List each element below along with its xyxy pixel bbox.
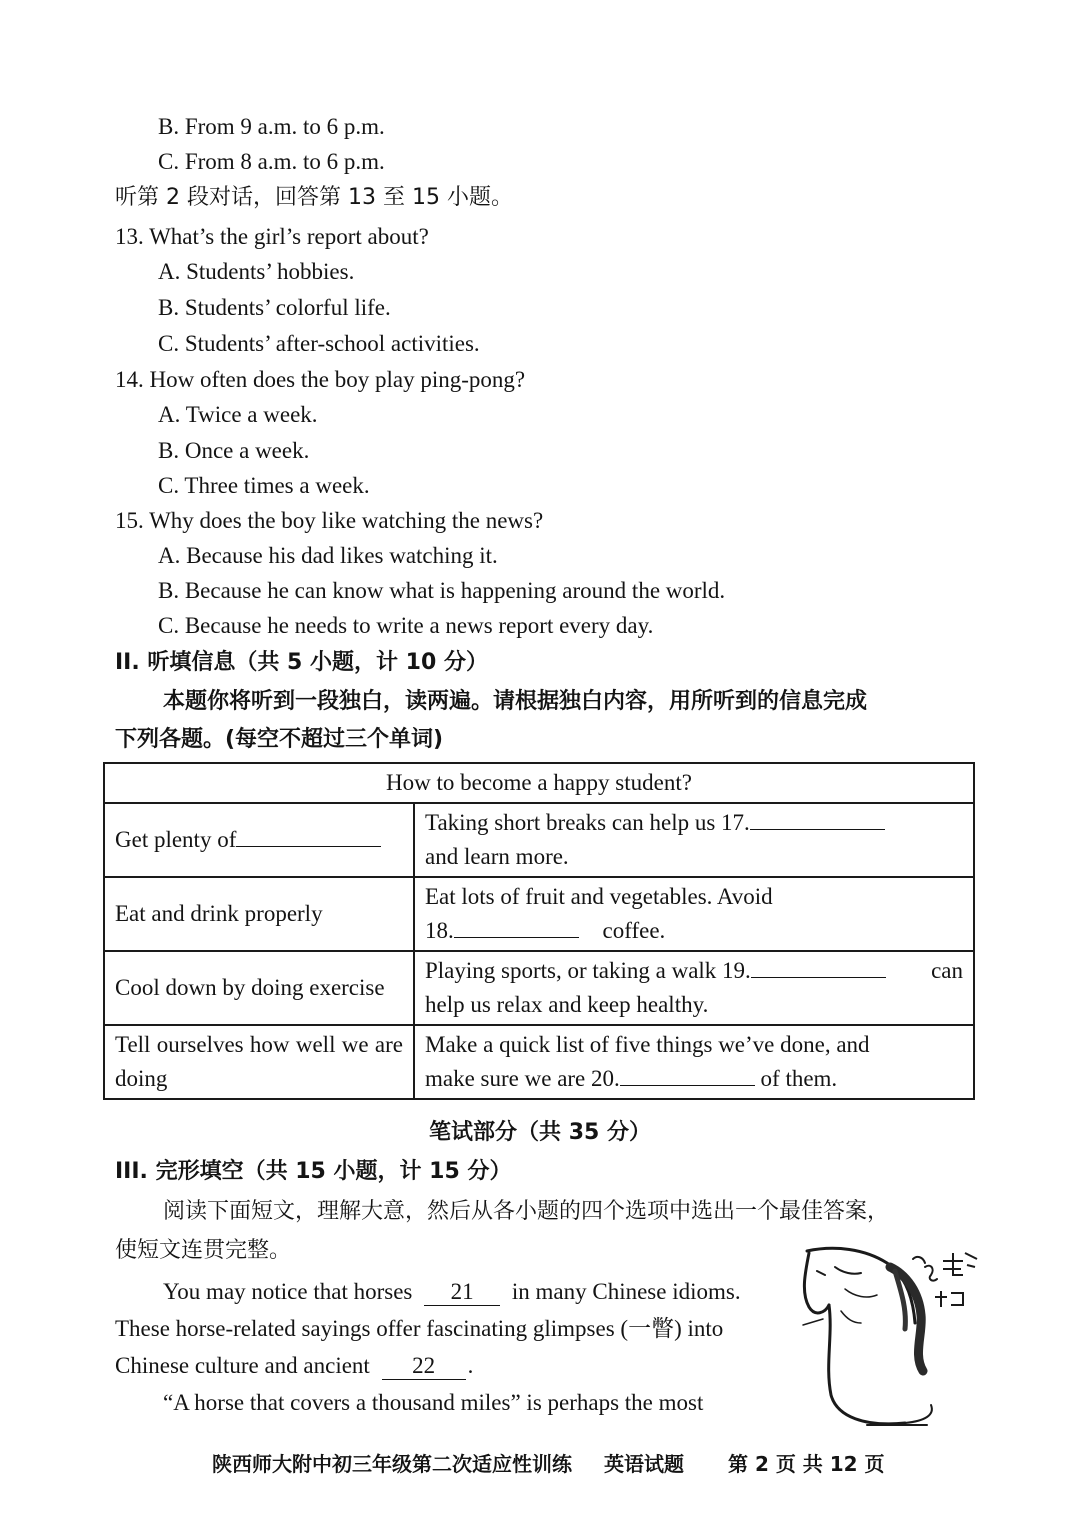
horse-drawing-icon [795,1245,980,1430]
q12-option-c: C. From 8 a.m. to 6 p.m. [158,149,385,174]
section2-heading: II. 听填信息（共 5 小题，计 10 分） [115,650,488,675]
row1-right [414,803,974,877]
answer-blank-19[interactable] [751,955,886,978]
row1-right-text-2: and learn more. [425,844,569,869]
section3-instruction-line1: 阅读下面短文，理解大意，然后从各小题的四个选项中选出一个最佳答案， [163,1199,890,1224]
row3-right-can: can [931,958,963,983]
footer-page-number: 第 2 页 共 12 页 [728,1452,885,1476]
q14-stem: 14. How often does the boy play ping-pong? [115,367,526,392]
q15-stem: 15. Why does the boy like watching the news? [115,508,544,533]
passage-line-4: “A horse that covers a thousand miles” is perhaps the most [163,1390,704,1415]
row4-left: Tell ourselves how well we are doing [104,1025,414,1099]
dialogue2-instruction: 听第 2 段对话，回答第 13 至 15 小题。 [115,185,513,210]
answer-blank-16[interactable] [236,824,381,847]
row4-right-text-2: make sure we are 20. [425,1066,620,1091]
q13-stem: 13. What’s the girl’s report about? [115,224,429,249]
row2-left: Eat and drink properly [104,877,414,951]
q14-option-a: A. Twice a week. [158,402,318,427]
row4-right-text: Make a quick list of five things we’ve done, and [425,1032,870,1057]
footer-school: 陕西师大附中初三年级第二次适应性训练 [212,1452,572,1476]
table-row [104,1025,974,1099]
answer-blank-20[interactable] [620,1063,755,1086]
row3-right [414,951,974,1025]
horse-ink-illustration [795,1245,980,1430]
row2-right [414,877,974,951]
q15-option-a: A. Because his dad likes watching it. [158,543,498,568]
row3-left: Cool down by doing exercise [104,951,414,1025]
answer-blank-17[interactable] [750,807,885,830]
table-row [104,951,974,1025]
cloze-blank-21[interactable]: 21 [424,1279,500,1306]
row1-right-text: Taking short breaks can help us 17. [425,810,750,835]
q15-option-c: C. Because he needs to write a news report every day. [158,613,654,638]
table-row [104,877,974,951]
section3-instruction-line2: 使短文连贯完整。 [115,1238,292,1263]
passage-line-1-end: in many Chinese idioms. [511,1279,741,1304]
passage-line-3-start: Chinese culture and ancient [115,1353,370,1378]
cloze-blank-22[interactable]: 22 [382,1353,466,1380]
row2-right-num: 18. [425,918,454,943]
row4-right [414,1025,974,1099]
row1-left-text: Get plenty of [115,827,237,852]
section2-instruction-line2: 下列各题。(每空不超过三个单词) [115,727,444,752]
table-title: How to become a happy student? [104,763,974,803]
q12-option-b: B. From 9 a.m. to 6 p.m. [158,114,385,139]
row3-right-text: Playing sports, or taking a walk 19. [425,958,751,983]
info-table [103,762,975,1100]
q13-option-b: B. Students’ colorful life. [158,295,391,320]
section2-instruction-line1: 本题你将听到一段独白，读两遍。请根据独白内容，用所听到的信息完成 [163,689,868,714]
passage-line-1 [163,1277,741,1307]
footer-subject: 英语试题 [604,1452,684,1476]
passage-line-3 [115,1351,473,1381]
q15-option-b: B. Because he can know what is happening around the world. [158,578,726,603]
q14-option-c: C. Three times a week. [158,473,370,498]
row1-left [104,803,414,877]
passage-line-2: These horse-related sayings offer fascinating glimpses (一瞥) into [115,1316,724,1341]
q13-option-c: C. Students’ after-school activities. [158,331,480,356]
answer-blank-18[interactable] [454,915,579,938]
passage-line-3-end: . [467,1353,474,1378]
written-part-heading: 笔试部分（共 35 分） [429,1120,651,1145]
q14-option-b: B. Once a week. [158,438,310,463]
table-row [104,803,974,877]
passage-line-1-start: You may notice that horses [163,1279,413,1304]
row3-right-text-2: help us relax and keep healthy. [425,992,709,1017]
row4-right-text-3: of them. [760,1066,838,1091]
row2-right-text-2: coffee. [602,918,666,943]
row2-right-text: Eat lots of fruit and vegetables. Avoid [425,884,773,909]
q13-option-a: A. Students’ hobbies. [158,259,355,284]
section3-heading: III. 完形填空（共 15 小题，计 15 分） [115,1159,512,1184]
